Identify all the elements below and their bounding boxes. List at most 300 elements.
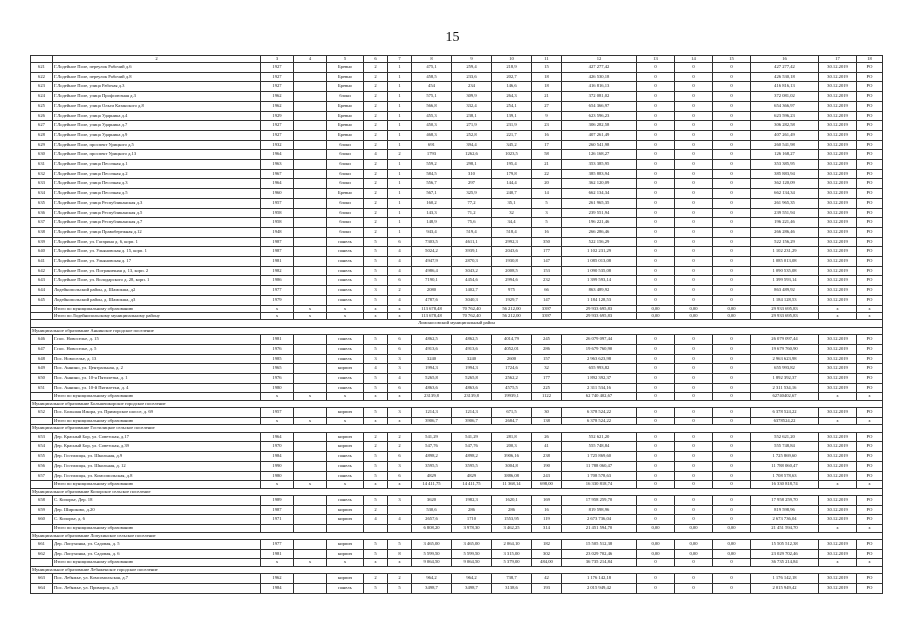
table-cell — [388, 525, 412, 532]
table-cell: 4 — [388, 257, 412, 267]
table-cell: 3939,1 — [452, 247, 492, 257]
table-cell: 661 — [31, 540, 53, 550]
table-cell: 1929,7 — [492, 295, 532, 305]
table-cell: 2 — [364, 160, 388, 170]
table-cell — [294, 432, 327, 442]
table-cell: 522 156,29 — [562, 237, 637, 247]
table-cell — [294, 286, 327, 296]
table-cell: 0 — [675, 364, 713, 374]
table-cell: 0 — [637, 496, 675, 506]
table-cell: РО — [857, 218, 883, 228]
table-cell: 2 015 949,42 — [751, 583, 819, 593]
table-cell: х — [857, 305, 883, 312]
address-cell: Дер. Лопухинка, ул. Садовая, д. 6 — [53, 549, 261, 559]
table-cell: РО — [857, 82, 883, 92]
table-cell: 21 — [532, 92, 562, 102]
table-cell: 0,00 — [637, 312, 675, 319]
table-cell: 3595,5 — [412, 461, 452, 471]
table-cell — [294, 63, 327, 73]
address-cell: Пос. Аннино, ул. 10-я Пятилетка, д. 1 — [53, 374, 261, 384]
table-cell: х — [819, 312, 857, 319]
table-cell: 0 — [713, 364, 751, 374]
table-cell: 1 — [388, 130, 412, 140]
table-cell: 455,3 — [412, 111, 452, 121]
table-cell: 264,3 — [492, 92, 532, 102]
table-cell: 35,1 — [492, 198, 532, 208]
table-cell — [294, 461, 327, 471]
table-cell: 416 816,13 — [751, 82, 819, 92]
table-cell: 143,3 — [412, 208, 452, 218]
table-cell: панель — [327, 354, 364, 364]
table-cell: 245 — [532, 335, 562, 345]
table-cell: 0 — [713, 481, 751, 488]
table-cell: 146,6 — [492, 82, 532, 92]
table-cell: 218,9 — [492, 63, 532, 73]
table-cell: 1976 — [261, 344, 294, 354]
table-cell: 1553,95 — [492, 515, 532, 525]
table-cell: 34,4 — [492, 218, 532, 228]
table-cell: 30.12.2019 — [819, 130, 857, 140]
table-cell: 652 — [31, 408, 53, 418]
address-cell: Г.Лодейное Поле, улица Рабочая д.3 — [53, 82, 261, 92]
address-cell: Дер. Красный Бор, ул. Советская, д.39 — [53, 442, 261, 452]
table-cell: 1965 — [261, 364, 294, 374]
table-row — [31, 432, 883, 442]
table-cell: 119 — [532, 515, 562, 525]
table-cell: 0 — [713, 354, 751, 364]
table-cell: 0 — [713, 266, 751, 276]
table-cell: 1982 — [261, 266, 294, 276]
table-cell: 234 — [452, 82, 492, 92]
table-cell: 0 — [713, 198, 751, 208]
table-cell: х — [364, 393, 388, 400]
table-cell: 0 — [637, 344, 675, 354]
table-row — [31, 496, 883, 506]
table-cell: х — [364, 417, 388, 424]
table-cell: РО — [857, 237, 883, 247]
table-cell: 1 184 128,53 — [751, 295, 819, 305]
table-cell: 0 — [637, 160, 675, 170]
table-cell: 238,1 — [452, 111, 492, 121]
table-cell: 286 — [452, 505, 492, 515]
table-cell: 29 933 695,83 — [751, 305, 819, 312]
table-cell: Бревно — [327, 72, 364, 82]
table-cell: 0 — [713, 276, 751, 286]
table-row — [31, 540, 883, 550]
table-cell: 0 — [675, 266, 713, 276]
table-cell: 1963 — [261, 160, 294, 170]
table-cell: 75,6 — [452, 218, 492, 228]
table-cell: 182 — [532, 540, 562, 550]
address-cell: Г.Лодейное Поле, улица Республиканская д.7 — [53, 218, 261, 228]
table-cell — [294, 540, 327, 550]
table-row — [31, 442, 883, 452]
table-cell: РО — [857, 408, 883, 418]
table-cell: 144,4 — [492, 179, 532, 189]
table-cell: панель — [327, 461, 364, 471]
table-cell: 221,7 — [492, 130, 532, 140]
table-cell: 0 — [637, 208, 675, 218]
header-cell: 12 — [562, 56, 637, 63]
table-cell: 1964 — [261, 432, 294, 442]
header-cell: 6 — [364, 56, 388, 63]
table-cell: 632 — [31, 169, 53, 179]
table-cell: 9 064,50 — [412, 559, 452, 566]
table-cell: 9 064,50 — [452, 559, 492, 566]
table-cell: 15 505 512,38 — [751, 540, 819, 550]
table-cell: 0 — [675, 442, 713, 452]
table-cell: 30.12.2019 — [819, 364, 857, 374]
table-cell: 416 816,13 — [562, 82, 637, 92]
table-cell: х — [327, 312, 364, 319]
table-cell: 1710 — [452, 515, 492, 525]
table-cell: 3004,8 — [492, 461, 532, 471]
address-cell: Дер. Гостилицы, ул. Школьная, д.9 — [53, 452, 261, 462]
table-cell: 2 — [364, 189, 388, 199]
table-cell: 0 — [637, 432, 675, 442]
table-cell: 30.12.2019 — [819, 63, 857, 73]
table-cell: х — [261, 481, 294, 488]
table-cell: 18 — [532, 72, 562, 82]
table-cell: 62740402,67 — [751, 393, 819, 400]
table-cell: 1927 — [261, 63, 294, 73]
table-cell — [294, 549, 327, 559]
address-cell: Г.Лодейное Поле, улица Песочная д.5 — [53, 189, 261, 199]
table-cell: 30.12.2019 — [819, 344, 857, 354]
table-cell — [294, 237, 327, 247]
table-cell — [294, 574, 327, 584]
address-cell: Пос. Аннино, ул. Центральная, д. 2 — [53, 364, 261, 374]
table-cell: 547,76 — [412, 442, 452, 452]
table-cell: 0 — [675, 335, 713, 345]
address-cell: Г.Лодейное Поле, улица Ольги Казанского д.8 — [53, 101, 261, 111]
table-cell: 2 — [388, 432, 412, 442]
table-row — [31, 344, 883, 354]
table-cell: 0 — [637, 335, 675, 345]
table-cell: 29 933 695,83 — [562, 305, 637, 312]
table-cell — [261, 525, 294, 532]
table-cell: 0 — [713, 237, 751, 247]
header-cell: 5 — [327, 56, 364, 63]
table-cell: 5 — [364, 237, 388, 247]
table-cell: 1 725 869,60 — [751, 452, 819, 462]
table-cell: 5 — [388, 583, 412, 593]
table-cell: 638 — [31, 227, 53, 237]
table-row — [31, 364, 883, 374]
table-cell: РО — [857, 247, 883, 257]
table-cell: 458,5 — [412, 72, 452, 82]
table-cell: РО — [857, 286, 883, 296]
table-cell: 0 — [713, 417, 751, 424]
table-cell: 6 808,20 — [412, 525, 452, 532]
subtotal-row — [31, 417, 883, 424]
header-cell: 10 — [492, 56, 532, 63]
table-cell — [294, 101, 327, 111]
table-cell: 5 — [532, 198, 562, 208]
table-cell: 200,3 — [492, 442, 532, 452]
header-cell: 16 — [751, 56, 819, 63]
table-cell: 6 — [388, 471, 412, 481]
table-cell: 1 102 231,29 — [751, 247, 819, 257]
subtotal-row — [31, 312, 883, 319]
table-cell: 30.12.2019 — [819, 82, 857, 92]
table-cell: 4 — [364, 515, 388, 525]
table-cell: 30.12.2019 — [819, 374, 857, 384]
table-cell: 306 282,58 — [751, 121, 819, 131]
table-cell: 0 — [637, 354, 675, 364]
table-cell: 648 — [31, 354, 53, 364]
header-cell: 13 — [637, 56, 675, 63]
table-cell: РО — [857, 257, 883, 267]
table-cell: 1964 — [261, 179, 294, 189]
table-cell: 541,29 — [412, 432, 452, 442]
table-cell: 2 311 534,16 — [751, 383, 819, 393]
table-cell: кирпич — [327, 540, 364, 550]
table-cell: 556,7 — [412, 179, 452, 189]
table-cell: х — [388, 481, 412, 488]
table-cell: 0 — [713, 101, 751, 111]
table-cell: х — [261, 417, 294, 424]
table-cell: 0 — [637, 276, 675, 286]
table-cell — [294, 354, 327, 364]
table-cell: 254,1 — [492, 101, 532, 111]
table-cell: х — [294, 393, 327, 400]
table-cell: 0 — [675, 208, 713, 218]
table-cell: 1987 — [261, 247, 294, 257]
table-cell: 0 — [637, 559, 675, 566]
table-cell: х — [294, 312, 327, 319]
table-cell: 0,00 — [713, 312, 751, 319]
table-cell: 126 168,27 — [751, 150, 819, 160]
table-cell: 231,9 — [492, 121, 532, 131]
table-cell: 1 — [388, 121, 412, 131]
table-cell: 0 — [637, 481, 675, 488]
table-cell: 1985 — [261, 354, 294, 364]
table-cell — [31, 417, 53, 424]
table-cell: 555 748,84 — [562, 442, 637, 452]
table-cell: 30.12.2019 — [819, 335, 857, 345]
table-cell: РО — [857, 189, 883, 199]
table-cell: 655 — [31, 452, 53, 462]
table-cell: х — [819, 305, 857, 312]
table-row — [31, 121, 883, 131]
table-cell: 640 — [31, 247, 53, 257]
address-cell: С. Копорье, Дер. 18 — [53, 496, 261, 506]
table-cell: 1 — [388, 208, 412, 218]
table-cell: 0 — [713, 344, 751, 354]
table-cell: 1 — [388, 72, 412, 82]
table-cell: 1262,6 — [452, 150, 492, 160]
table-cell: 30.12.2019 — [819, 257, 857, 267]
address-cell: Г.Лодейное Поле, улица Республиканская д.3 — [53, 198, 261, 208]
table-cell: 1 — [388, 198, 412, 208]
table-cell: 631 — [31, 160, 53, 170]
table-cell: 1958 — [261, 208, 294, 218]
table-cell: блоки — [327, 198, 364, 208]
table-cell: 627 — [31, 121, 53, 131]
table-cell: 0 — [637, 515, 675, 525]
table-cell: х — [261, 305, 294, 312]
table-cell: 30.12.2019 — [819, 295, 857, 305]
header-cell: 4 — [294, 56, 327, 63]
table-cell: 0 — [675, 82, 713, 92]
table-cell: 622 — [31, 72, 53, 82]
district-title: Ломоносовский муниципальный район — [31, 320, 883, 327]
address-cell: Г.Лодейное Поле, ул. Гагарина д. 6, корп. 1 — [53, 237, 261, 247]
table-cell: 1962 — [261, 574, 294, 584]
table-cell: 0 — [713, 374, 751, 384]
table-cell: 1 892 392,37 — [562, 374, 637, 384]
table-cell: РО — [857, 442, 883, 452]
table-cell: РО — [857, 140, 883, 150]
table-cell: 5 — [364, 257, 388, 267]
table-cell: РО — [857, 540, 883, 550]
table-cell: 1971 — [261, 515, 294, 525]
table-cell: 0 — [675, 101, 713, 111]
table-cell: 655 993,82 — [562, 364, 637, 374]
table-cell: 4862,5 — [452, 335, 492, 345]
table-cell: РО — [857, 266, 883, 276]
table-cell: кирпич — [327, 549, 364, 559]
table-cell: 1 — [388, 92, 412, 102]
header-cell: 17 — [819, 56, 857, 63]
table-cell: 23 029 702,46 — [562, 549, 637, 559]
table-cell: 5024,2 — [412, 247, 452, 257]
table-cell: 426 530,18 — [562, 72, 637, 82]
table-row — [31, 408, 883, 418]
table-cell: 0,00 — [675, 312, 713, 319]
table-row — [31, 63, 883, 73]
table-cell: 0 — [713, 130, 751, 140]
table-cell — [294, 525, 327, 532]
table-cell: 113 678,48 — [412, 305, 452, 312]
section-title: Муниципальное образование Лебяженское городское поселение — [31, 566, 883, 573]
address-cell: Пос. Аннино, ул. 10-й Пятилетки, д. 4 — [53, 383, 261, 393]
address-cell: Итого по муниципальному образованию — [53, 481, 261, 488]
table-cell: 2 — [388, 150, 412, 160]
table-cell: 58 — [532, 150, 562, 160]
table-cell: 0 — [675, 92, 713, 102]
table-cell — [294, 266, 327, 276]
table-cell: 964,2 — [452, 574, 492, 584]
table-cell: 30.12.2019 — [819, 442, 857, 452]
table-row — [31, 549, 883, 559]
table-row — [31, 169, 883, 179]
table-cell: РО — [857, 471, 883, 481]
table-cell: блоки — [327, 227, 364, 237]
table-cell: 0 — [675, 408, 713, 418]
table-cell: 26 079 097,44 — [751, 335, 819, 345]
table-cell: 5 — [364, 276, 388, 286]
table-cell: 634 — [31, 189, 53, 199]
table-row — [31, 140, 883, 150]
table-cell: 239 551,94 — [562, 208, 637, 218]
table-cell: 2600 — [492, 354, 532, 364]
table-cell: кирпич — [327, 505, 364, 515]
table-cell: 659 — [31, 505, 53, 515]
table-cell: 1 085 013,08 — [562, 257, 637, 267]
table-cell: РО — [857, 150, 883, 160]
table-cell: 624 — [31, 92, 53, 102]
table-row — [31, 257, 883, 267]
table-cell: 2 — [364, 82, 388, 92]
table-cell: 36 735 214,84 — [562, 559, 637, 566]
table-cell: 662 134,34 — [562, 189, 637, 199]
table-cell: 0 — [675, 276, 713, 286]
table-cell: 286 — [492, 505, 532, 515]
table-cell: 4014,79 — [492, 335, 532, 345]
table-cell: 2870,3 — [452, 257, 492, 267]
table-cell — [294, 295, 327, 305]
table-cell: 4913,6 — [452, 344, 492, 354]
table-cell: х — [364, 559, 388, 566]
table-cell: 1929 — [261, 111, 294, 121]
table-cell: 30.12.2019 — [819, 150, 857, 160]
table-cell: 0 — [637, 247, 675, 257]
table-cell: 654 — [31, 442, 53, 452]
table-row — [31, 471, 883, 481]
table-cell: кирпич — [327, 364, 364, 374]
table-cell: 0 — [675, 286, 713, 296]
table-cell: 0 — [675, 111, 713, 121]
table-cell: 1986 — [261, 276, 294, 286]
table-cell: РО — [857, 335, 883, 345]
section-title-row — [31, 532, 883, 539]
table-cell: 30.12.2019 — [819, 515, 857, 525]
table-cell: РО — [857, 515, 883, 525]
table-cell: 30.12.2019 — [819, 189, 857, 199]
table-cell: блоки — [327, 92, 364, 102]
table-cell: 0 — [713, 111, 751, 121]
table-cell: 4 — [388, 247, 412, 257]
table-cell: 30.12.2019 — [819, 471, 857, 481]
address-cell: Пос. Лебяжье, ул. Комсомольская, д.7 — [53, 574, 261, 584]
table-cell: 1957 — [261, 198, 294, 208]
table-cell: 629 — [31, 140, 53, 150]
address-cell: Г.Лодейное Поле, переулок Рабочий д.6 — [53, 63, 261, 73]
table-cell: 2 — [364, 63, 388, 73]
table-cell: 6 378 524,22 — [562, 417, 637, 424]
table-cell — [31, 305, 53, 312]
table-cell — [294, 257, 327, 267]
table-cell: 260 541,98 — [562, 140, 637, 150]
table-cell: 147 — [532, 257, 562, 267]
table-cell: 2 — [364, 111, 388, 121]
table-cell: 27 — [532, 101, 562, 111]
table-cell: 0 — [675, 63, 713, 73]
table-cell — [31, 481, 53, 488]
header-cell: 3 — [261, 56, 294, 63]
table-cell: 5265,8 — [452, 374, 492, 384]
table-cell: 1 176 142,18 — [562, 574, 637, 584]
subtotal-row — [31, 305, 883, 312]
table-cell: 2562,2 — [492, 374, 532, 384]
table-cell: 5 — [388, 540, 412, 550]
table-cell: 0 — [675, 344, 713, 354]
table-cell: 1970 — [261, 442, 294, 452]
table-cell: х — [261, 559, 294, 566]
table-cell: 1948 — [261, 227, 294, 237]
table-cell: 30.12.2019 — [819, 408, 857, 418]
table-cell: 15 — [532, 63, 562, 73]
table-cell: 5 — [364, 496, 388, 506]
table-cell: 30.12.2019 — [819, 266, 857, 276]
table-cell: 6 378 524,22 — [751, 408, 819, 418]
table-cell: 1932 — [261, 140, 294, 150]
section-title-row — [31, 566, 883, 573]
table-cell: 4898,2 — [412, 452, 452, 462]
section-title: Муниципальное образование Аннинское городское поселение — [31, 327, 883, 334]
